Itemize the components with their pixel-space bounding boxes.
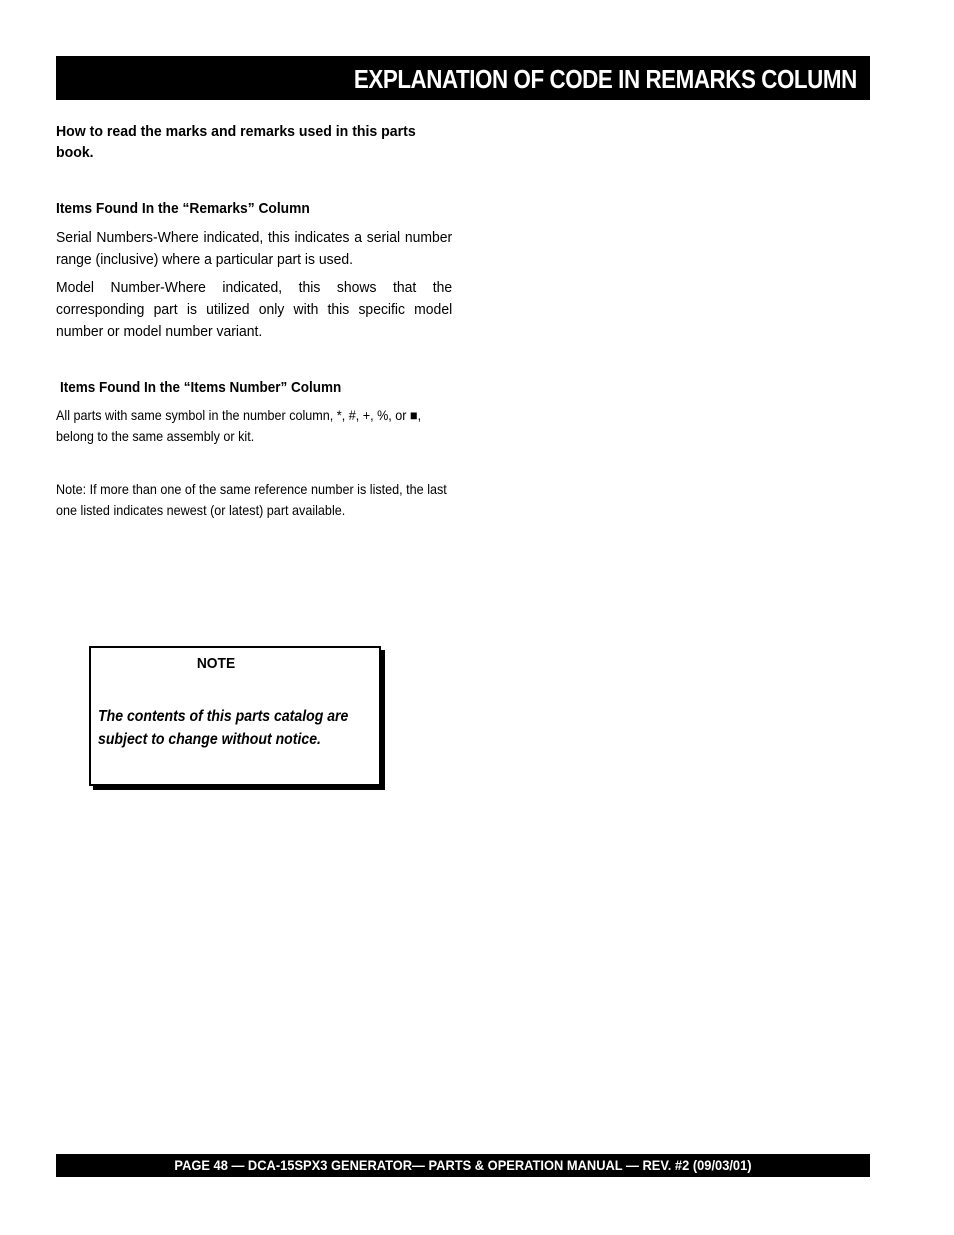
remarks-section-heading: Items Found In the “Remarks” Column	[56, 200, 310, 217]
intro-text: How to read the marks and remarks used in this parts book.	[56, 123, 416, 161]
footer-text: PAGE 48 — DCA-15SPX3 GENERATOR— PARTS & OPERATION MANUAL — REV. #2 (09/03/01)	[174, 1157, 752, 1173]
footer-bar	[56, 1154, 870, 1177]
page-title: EXPLANATION OF CODE IN REMARKS COLUMN	[354, 64, 857, 94]
reference-number-note-paragraph: Note: If more than one of the same reference number is listed, the last one listed indicates newest (or latest) part available.	[56, 481, 447, 518]
note-title: NOTE	[196, 655, 236, 672]
note-box	[89, 646, 381, 786]
header-bar	[56, 56, 870, 100]
note-body: The contents of this parts catalog are subject to change without notice.	[98, 708, 349, 748]
model-number-paragraph: Model Number-Where indicated, this shows that the corresponding part is utilized only with this specific model number or model number variant.	[56, 279, 453, 340]
same-symbol-paragraph: All parts with same symbol in the number column, *, #, +, %, or ■, belong to the same assembly or kit.	[56, 407, 422, 444]
items-section-heading: Items Found In the “Items Number” Column	[60, 379, 342, 396]
serial-numbers-paragraph: Serial Numbers-Where indicated, this indicates a serial number range (inclusive) where a particular part is used.	[56, 229, 453, 268]
